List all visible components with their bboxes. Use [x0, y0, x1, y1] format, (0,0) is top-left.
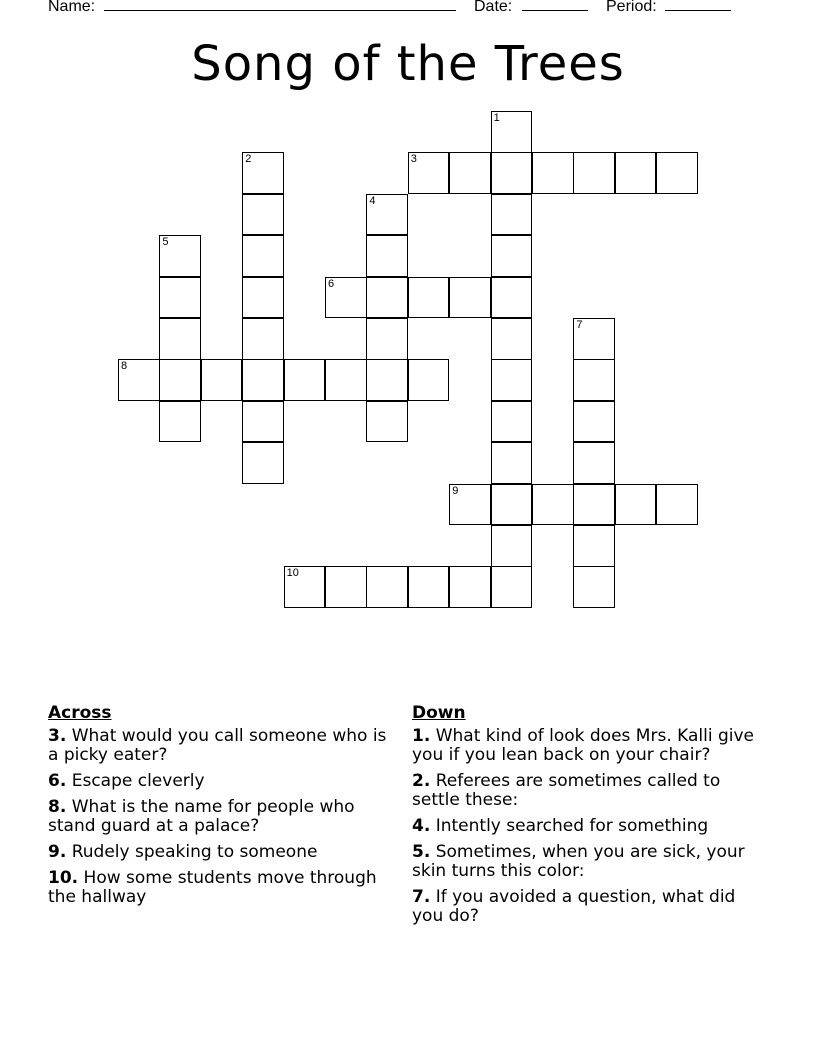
grid-cell[interactable]: [491, 566, 533, 608]
grid-cell[interactable]: [159, 277, 201, 319]
grid-cell[interactable]: [491, 194, 533, 236]
clue-number: 7: [576, 319, 583, 331]
grid-cell[interactable]: [366, 194, 408, 236]
grid-cell[interactable]: [366, 318, 408, 360]
clue-number: 10: [286, 567, 299, 580]
grid-cell[interactable]: [656, 484, 698, 526]
grid-cell[interactable]: [573, 442, 615, 484]
clue-down-7: 7. If you avoided a question, what did you do?: [412, 887, 736, 926]
grid-cell[interactable]: [408, 359, 450, 401]
grid-cell[interactable]: [325, 277, 367, 319]
clue-number: 1: [493, 112, 500, 124]
grid-cell[interactable]: [573, 401, 615, 443]
clue-number: 9: [452, 484, 459, 497]
grid-cell[interactable]: [573, 318, 615, 360]
grid-cell[interactable]: [242, 318, 284, 360]
across-clues: [48, 703, 388, 914]
across-heading: Across: [48, 703, 112, 723]
grid-cell[interactable]: [159, 359, 201, 401]
grid-cell[interactable]: [408, 566, 450, 608]
grid-cell[interactable]: [491, 442, 533, 484]
grid-cell[interactable]: [242, 359, 284, 401]
grid-cell[interactable]: [159, 235, 201, 277]
grid-cell[interactable]: [284, 566, 326, 608]
clue-across-6: 6. Escape cleverly: [48, 771, 205, 791]
clue-down-2: 2. Referees are sometimes called to settle these:: [412, 771, 721, 810]
clue-down-1: 1. What kind of look does Mrs. Kalli give you if you lean back on your chair?: [412, 726, 754, 765]
grid-cell[interactable]: [491, 152, 533, 194]
grid-cell[interactable]: [366, 401, 408, 443]
clue-number: 3: [410, 153, 417, 166]
grid-cell[interactable]: [491, 235, 533, 277]
grid-cell[interactable]: [366, 359, 408, 401]
clue-down-5: 5. Sometimes, when you are sick, your skin turns this color:: [412, 842, 745, 881]
grid-cell[interactable]: [118, 359, 160, 401]
clue-number: 6: [328, 277, 335, 290]
grid-cell[interactable]: [201, 359, 243, 401]
grid-cell[interactable]: [159, 401, 201, 443]
clue-across-10: 10. How some students move through the hallway: [48, 868, 377, 907]
clue-number: 5: [162, 236, 169, 249]
clue-across-9: 9. Rudely speaking to someone: [48, 842, 318, 862]
grid-cell[interactable]: [325, 359, 367, 401]
grid-cell[interactable]: [242, 152, 284, 194]
date-label: Date:: [474, 0, 513, 15]
grid-cell[interactable]: [615, 152, 657, 194]
clue-across-3: 3. What would you call someone who is a picky eater?: [48, 726, 387, 765]
clue-number: 4: [369, 194, 376, 207]
grid-cell[interactable]: [573, 566, 615, 608]
clue-down-4: 4. Intently searched for something: [412, 816, 709, 836]
grid-cell[interactable]: [449, 566, 491, 608]
grid-cell[interactable]: [491, 318, 533, 360]
grid-cell[interactable]: [242, 442, 284, 484]
clue-number: 8: [121, 360, 128, 373]
grid-cell[interactable]: [532, 484, 574, 526]
grid-cell[interactable]: [491, 111, 533, 153]
grid-cell[interactable]: [491, 525, 533, 567]
grid-cell[interactable]: [491, 401, 533, 443]
clue-number: 2: [245, 153, 252, 166]
down-clues: [412, 703, 762, 933]
grid-cell[interactable]: [242, 401, 284, 443]
grid-cell[interactable]: [159, 318, 201, 360]
grid-cell[interactable]: [366, 277, 408, 319]
grid-cell[interactable]: [532, 152, 574, 194]
grid-cell[interactable]: [408, 277, 450, 319]
period-label: Period:: [606, 0, 657, 15]
grid-cell[interactable]: [242, 277, 284, 319]
grid-cell[interactable]: [656, 152, 698, 194]
grid-cell[interactable]: [449, 277, 491, 319]
grid-cell[interactable]: [449, 152, 491, 194]
grid-cell[interactable]: [573, 152, 615, 194]
grid-cell[interactable]: [242, 194, 284, 236]
grid-cell[interactable]: [408, 152, 450, 194]
down-heading: Down: [412, 703, 466, 723]
grid-cell[interactable]: [491, 359, 533, 401]
grid-cell[interactable]: [449, 484, 491, 526]
grid-cell[interactable]: [366, 566, 408, 608]
grid-cell[interactable]: [573, 484, 615, 526]
name-label: Name:: [48, 0, 96, 15]
grid-cell[interactable]: [325, 566, 367, 608]
grid-cell[interactable]: [242, 235, 284, 277]
grid-cell[interactable]: [491, 277, 533, 319]
grid-cell[interactable]: [573, 525, 615, 567]
grid-cell[interactable]: [573, 359, 615, 401]
grid-cell[interactable]: [366, 235, 408, 277]
page-title: Song of the Trees: [191, 36, 625, 92]
clue-across-8: 8. What is the name for people who stand guard at a palace?: [48, 797, 355, 836]
grid-cell[interactable]: [615, 484, 657, 526]
grid-cell[interactable]: [284, 359, 326, 401]
grid-cell[interactable]: [491, 484, 533, 526]
